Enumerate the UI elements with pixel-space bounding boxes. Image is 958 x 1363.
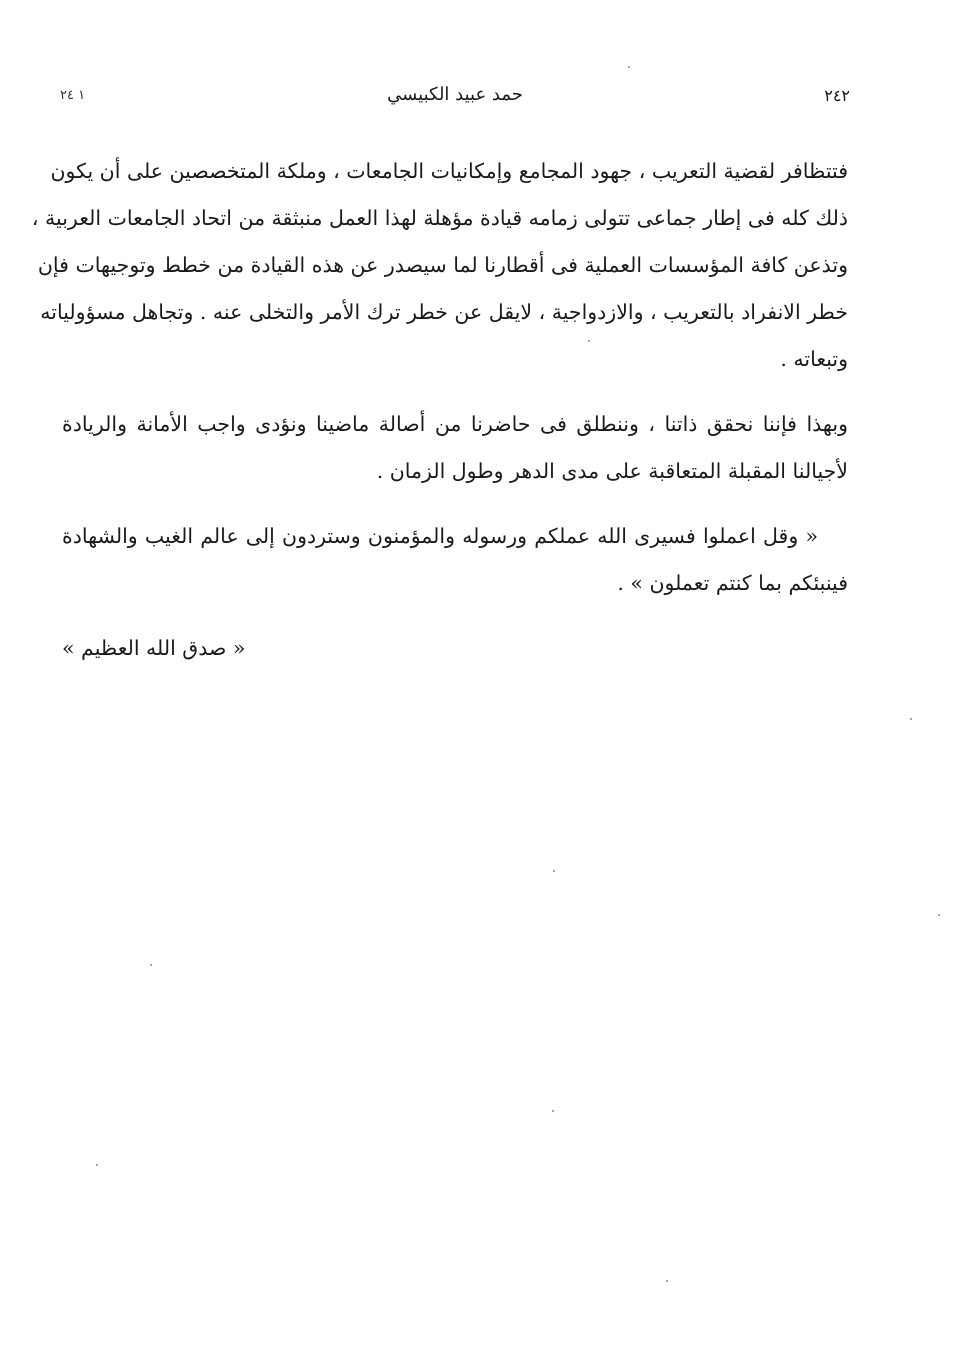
scan-speck [628, 66, 630, 68]
text-line: ذلك كله فى إطار جماعى تتولى زمامه قيادة مؤهلة لهذا العمل منبثقة من اتحاد الجامعات العربية ، [31, 206, 848, 230]
text-line: لأجيالنا المقبلة المتعاقبة على مدى الدهر وطول الزمان . [376, 459, 848, 483]
scan-speck [666, 1280, 668, 1282]
scan-speck [910, 718, 912, 720]
text-line: فتتظافر لقضية التعريب ، جهود المجامع وإمكانيات الجامعات ، وملكة المتخصصين على أن يكون [50, 159, 848, 183]
text-line: خطر الانفراد بالتعريب ، والازدواجية ، لايقل عن خطر ترك الأمر والتخلى عنه . وتجاهل مسؤولياته [40, 300, 848, 324]
text-line: وبهذا فإننا نحقق ذاتنا ، وننطلق فى حاضرنا من أصالة ماضينا ونؤدى واجب الأمانة والريادة [62, 412, 848, 436]
page-number: ٢٤٢ [824, 86, 850, 105]
page-header [60, 84, 850, 114]
scan-speck [938, 914, 940, 916]
text-line: وتذعن كافة المؤسسات العملية فى أقطارنا لما سيصدر عن هذه القيادة من خطط وتوجيهات فإن [37, 253, 848, 277]
scan-speck [96, 1164, 98, 1166]
scan-speck [150, 964, 152, 966]
text-line: وتبعاته . [780, 347, 848, 371]
quran-quote [62, 513, 848, 607]
text-line: « وقل اعملوا فسيرى الله عملكم ورسوله والمؤمنون وستردون إلى عالم الغيب والشهادة [62, 524, 818, 548]
paragraph-2 [62, 401, 848, 495]
scan-speck [553, 870, 555, 872]
text-line: فينبئكم بما كنتم تعملون » . [617, 571, 848, 595]
closing-line: « صدق الله العظيم » [62, 636, 246, 660]
running-title: حمد عبيد الكبيسي [387, 84, 523, 105]
body-text [31, 148, 848, 672]
issue-mark: ١ ٢٤ [60, 88, 86, 103]
scan-speck [588, 340, 590, 342]
scan-speck [552, 1110, 554, 1112]
paragraph-1 [31, 148, 848, 383]
